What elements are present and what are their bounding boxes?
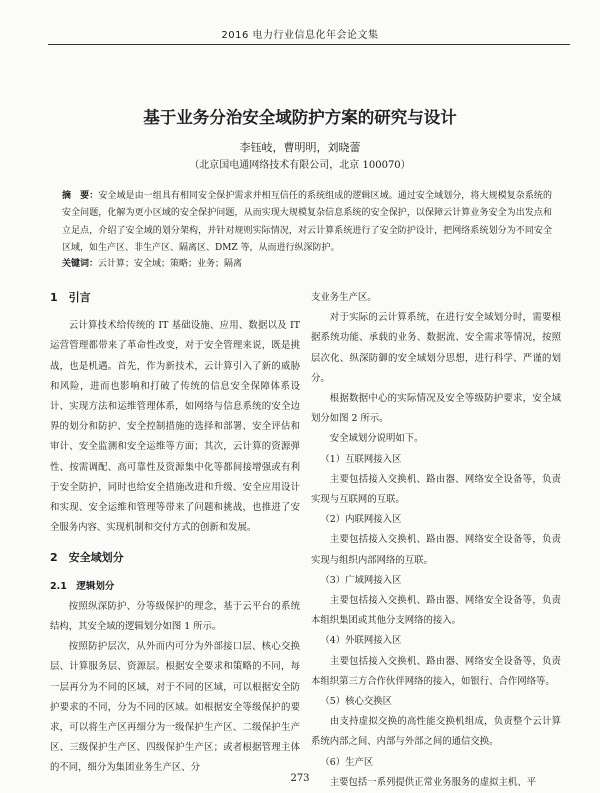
right-column: [311, 288, 561, 793]
continued-paragraph: 支业务生产区。: [311, 292, 377, 303]
zone-item-desc: 主要包括接入交换机、路由器、网络安全设备等，负责本组织集团或其他分支网络的接入。: [311, 595, 561, 627]
zone-item-desc: 主要包括一系列提供正常业务服务的虚拟主机、平: [329, 776, 537, 788]
zone-item-title: （5）核心交换区: [320, 696, 392, 708]
zone-item-desc: 主要包括接入交换机、路由器、网络安全设备等，负责实现与互联网的互联。: [311, 473, 561, 506]
page-number: 273: [290, 773, 310, 784]
zone-item-desc: 主要包括接入交换机、路由器、网络安全设备等，负责本组织第三方合作伙伴网络的接入，如银行、合作网络等。: [311, 655, 561, 687]
section-1-paragraph: 云计算技术给传统的 IT 基础设施、应用、数据以及 IT 运营管理都带来了革命性改变，对于安全管理来说，既是挑战，也是机遇。首先，作为新技术，云计算引入了新的威胁和风险，进而也影响和打破了传统的信息安全保障体系设计、实现方法和运维管理体系，如网络与信息系统的安全边界的划分和防护、安全控制措施的选择和部署、安全评估和审计、安全监测和安全运维等方面；其次，云计算的资源弹性、按需调配、高可靠性及资源集中化等都间接增强或有利于安全防护，同时也给安全措施改进和升级、安全应用设计和实现、安全运维和管理等带来了问题和挑战，也推进了安全服务内容、实现机制和交付方式的创新和发展。: [50, 320, 300, 534]
header-rule: [48, 44, 570, 45]
affiliation: （北京国电通网络技术有限公司，北京 100070）: [189, 160, 411, 171]
keywords: [62, 256, 552, 269]
left-column: [50, 288, 300, 779]
zone-item-desc: 由支持虚拟交换的高性能交换机组成，负责整个云计算系统内部之间、内部与外部之间的通信交换。: [311, 716, 561, 748]
abstract-text: 安全域是由一组具有相同安全保护需求并相互信任的系统组成的逻辑区域。通过安全域划分，将大规模复杂系统的安全问题，化解为更小区域的安全保护问题，从而实现大规模复杂信息系统的安全保护，以保障云计算业务安全为出发点和立足点，介绍了安全域的划分架构，并针对规则实际情况，对云计算系统进行了安全防护设计，把网络系统划分为不同安全区域，如生产区、非生产区、隔离区、DMZ 等，从而进行纵深防护。: [62, 191, 552, 254]
keywords-text: 云计算；安全域；策略；业务；隔离: [98, 259, 243, 269]
authors: 李钰岐，曹明明，刘晓蕾: [239, 141, 361, 154]
section-1-heading: 1 引言: [50, 291, 91, 304]
subsection-2-1-heading: 2.1 逻辑划分: [50, 580, 115, 592]
right-paragraph-1: 对于实际的云计算系统，在进行安全域划分时，需要根据系统功能、承载的业务、数据流、安全需求等情况，按照层次化、纵深防御的安全域划分思想，进行科学、严谨的划分。: [311, 312, 561, 384]
abstract: [62, 188, 552, 258]
subsection-2-1-paragraph-2: 按照防护层次，从外而内可分为外部接口层、核心交换层、计算服务层、资源层。根据安全要求和策略的不同，每一层再分为不同的区域，对于不同的区域，可以根据安全防护要求的不同，分为不同的区域。如根据安全等级保护的要求，可以将生产区再细分为一级保护生产区、二级保护生产区、三级保护生产区、四级保护生产区；或者根据管理主体的不同，细分为集团业务生产区、分: [50, 641, 300, 774]
paper-title: 基于业务分治安全域防护方案的研究与设计: [143, 108, 457, 127]
running-header: 2016 电力行业信息化年会论文集: [221, 30, 379, 41]
zone-item-title: （2）内联网接入区: [320, 514, 402, 526]
right-paragraph-2: 根据数据中心的实际情况及安全等级防护要求，安全域划分如图 2 所示。: [311, 393, 561, 425]
zone-item-desc: 主要包括接入交换机、路由器、网络安全设备等，负责实现与组织内部网络的互联。: [311, 534, 561, 566]
right-paragraph-3: 安全域划分说明如下。: [329, 433, 424, 445]
subsection-2-1-paragraph-1: 按照纵深防护、分等级保护的理念，基于云平台的系统结构，其安全域的逻辑划分如图 1 所示。: [50, 600, 300, 633]
zone-item-title: （6）生产区: [320, 756, 374, 768]
zone-item-title: （3）广域网接入区: [320, 574, 402, 586]
abstract-label: 摘 要：: [62, 191, 99, 201]
keywords-label: 关键词：: [62, 259, 99, 269]
section-2-heading: 2 安全域划分: [50, 551, 124, 565]
zone-item-title: （1）互联网接入区: [320, 453, 402, 465]
zone-item-title: （4）外联网接入区: [320, 635, 402, 647]
